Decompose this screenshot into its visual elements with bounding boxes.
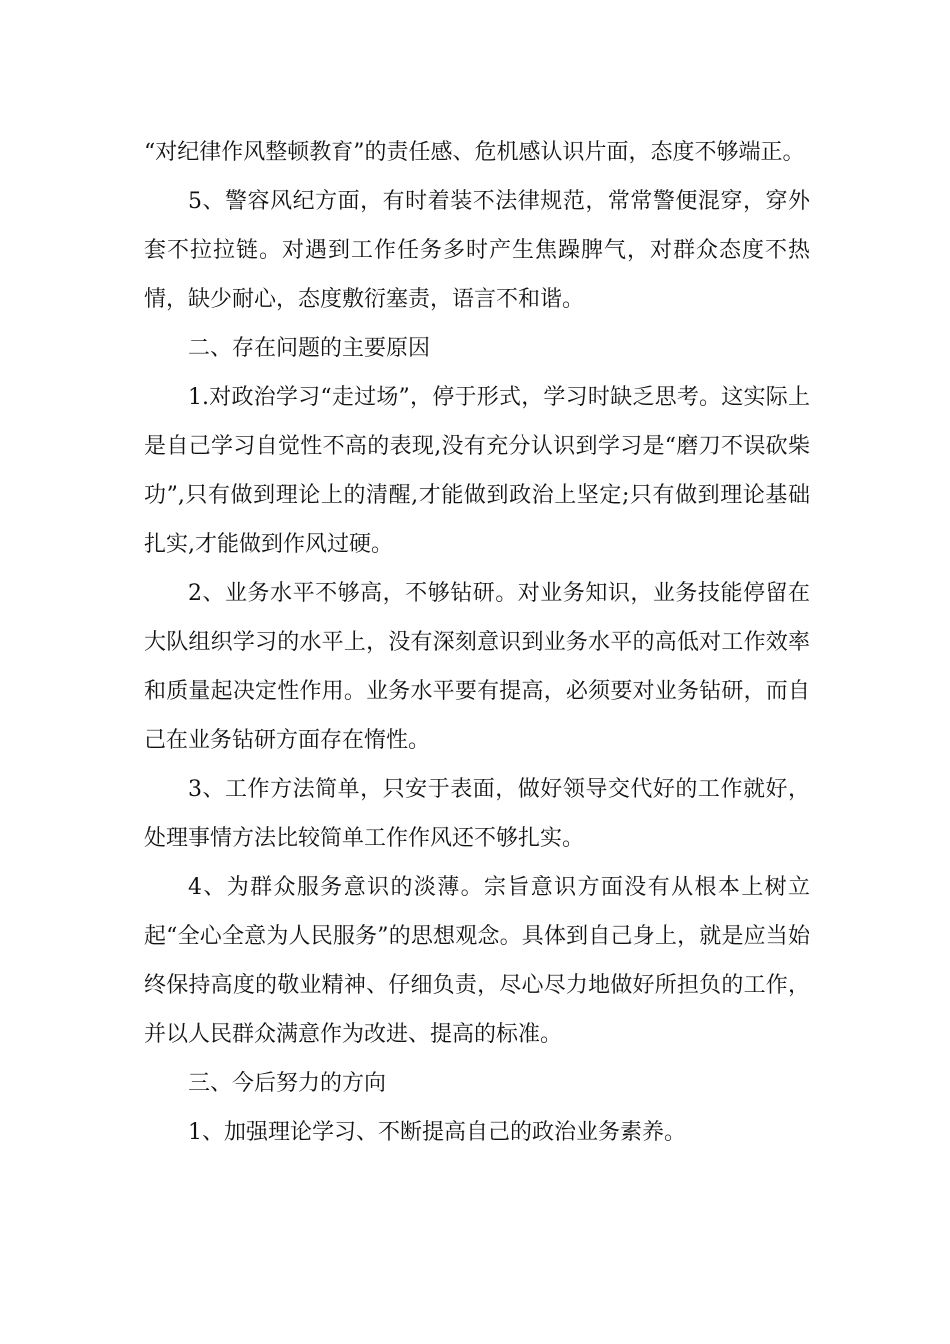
paragraph-cause-3: 3、工作方法简单，只安于表面，做好领导交代好的工作就好，处理事情方法比较简单工作作风还不够扎实。 bbox=[144, 777, 810, 851]
paragraph-direction-1: 1、加强理论学习、不断提高自己的政治业务素养。 bbox=[188, 1120, 686, 1145]
paragraph-item-5: 5、警容风纪方面，有时着装不法律规范，常常警便混穿，穿外套不拉拉链。对遇到工作任务多时产生焦躁脾气，对群众态度不热情，缺少耐心，态度敷衍塞责，语言不和谐。 bbox=[144, 189, 810, 312]
paragraph-cause-4: 4、为群众服务意识的淡薄。宗旨意识方面没有从根本上树立起“全心全意为人民服务”的思想观念。具体到自己身上，就是应当始终保持高度的敬业精神、仔细负责，尽心尽力地做好所担负的工作，并以人民群众满意作为改进、提高的标准。 bbox=[144, 875, 810, 1047]
paragraph-continuation: “对纪律作风整顿教育”的责任感、危机感认识片面，态度不够端正。 bbox=[144, 140, 805, 165]
section-heading-3: 三、今后努力的方向 bbox=[188, 1071, 387, 1096]
paragraph-cause-2: 2、业务水平不够高，不够钻研。对业务知识，业务技能停留在大队组织学习的水平上，没有深刻意识到业务水平的高低对工作效率和质量起决定性作用。业务水平要有提高，必须要对业务钻研，而自己在业务钻研方面存在惰性。 bbox=[144, 581, 810, 753]
paragraph-cause-1: 1.对政治学习“走过场”，停于形式，学习时缺乏思考。这实际上是自己学习自觉性不高的表现,没有充分认识到学习是“磨刀不误砍柴功”,只有做到理论上的清醒,才能做到政治上坚定;只有做到理论基础扎实,才能做到作风过硬。 bbox=[144, 385, 810, 557]
section-heading-2: 二、存在问题的主要原因 bbox=[188, 336, 431, 361]
document-body bbox=[144, 128, 810, 1157]
